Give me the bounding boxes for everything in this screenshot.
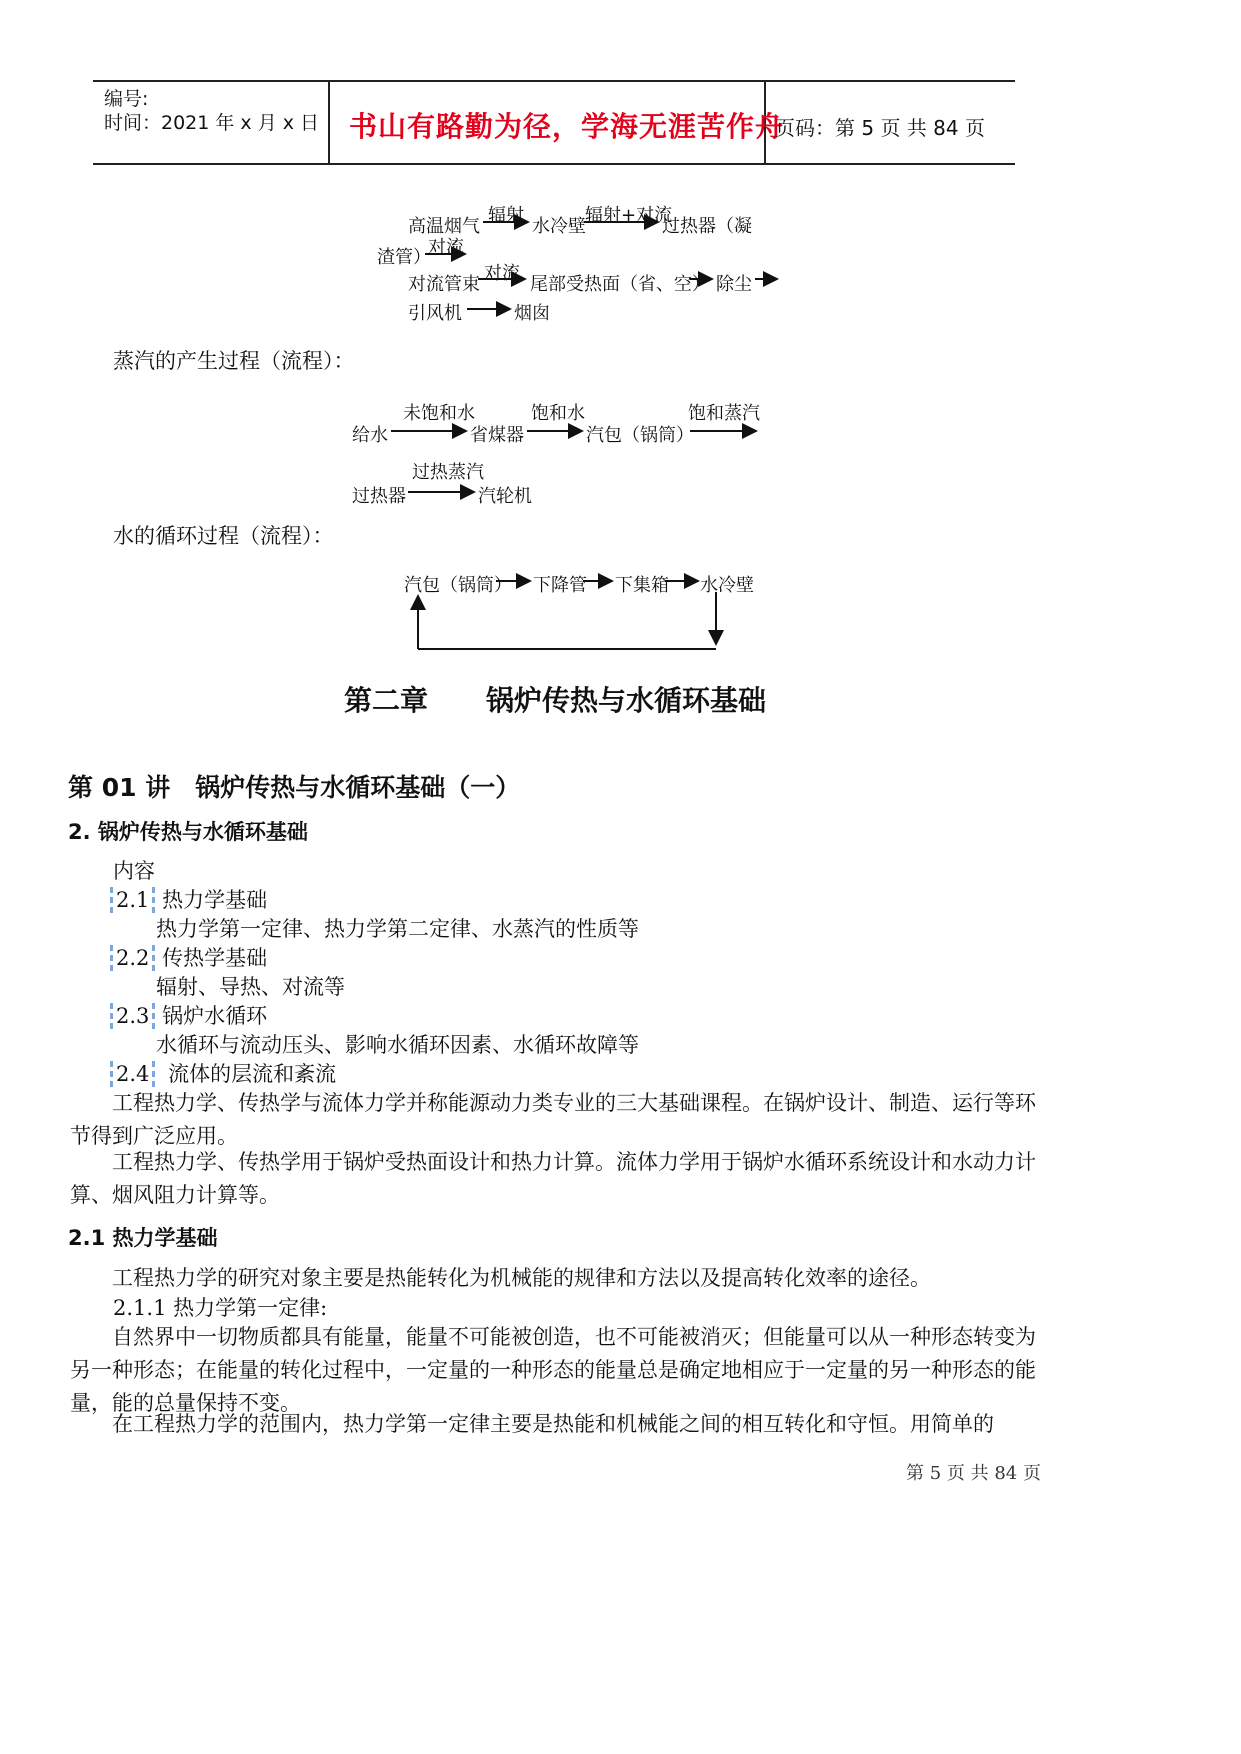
flue-label-convection-1: 对流 [428, 237, 464, 258]
subsection-2-1-1: 2.1.1 热力学第一定律: [113, 1296, 328, 1320]
steam-caption: 蒸汽的产生过程（流程）： [113, 349, 355, 373]
flue-node-convection-bank: 对流管束 [408, 274, 480, 295]
contents-item-number: 2.1 [110, 887, 155, 913]
water-node-lower-header: 下集箱 [615, 575, 669, 596]
contents-item-desc: 辐射、导热、对流等 [156, 975, 345, 999]
paragraph-research-object: 工程热力学的研究对象主要是热能转化为机械能的规律和方法以及提高转化效率的途径。 [112, 1266, 931, 1290]
steam-node-turbine: 汽轮机 [478, 486, 532, 507]
flue-label-convection-2: 对流 [484, 263, 520, 284]
steam-label-superheated-steam: 过热蒸汽 [412, 462, 484, 483]
flue-node-slag-tube: 渣管） [377, 247, 431, 268]
flue-node-water-wall: 水冷壁 [532, 216, 586, 237]
contents-item-number: 2.4 [110, 1061, 155, 1087]
flue-label-radiation-convection: 辐射+对流 [585, 205, 673, 226]
steam-node-feedwater: 给水 [352, 425, 388, 446]
chapter-number: 第二章 [344, 684, 429, 717]
flue-node-superheater: 过热器（凝 [662, 216, 752, 237]
water-node-downcomer: 下降管 [533, 575, 587, 596]
flue-node-high-temp-gas: 高温烟气 [408, 216, 480, 237]
steam-node-superheater: 过热器 [352, 486, 406, 507]
steam-label-saturated-water: 饱和水 [531, 403, 585, 424]
paragraph-three-courses: 工程热力学、传热学与流体力学并称能源动力类专业的三大基础课程。在锅炉设计、制造、运行等环节得到广泛应用。 [70, 1091, 1036, 1148]
contents-item-title: 热力学基础 [162, 888, 268, 912]
contents-item-title: 传热学基础 [162, 946, 268, 970]
chapter-title: 锅炉传热与水循环基础 [486, 684, 767, 717]
section-2-title: 2. 锅炉传热与水循环基础 [68, 820, 308, 844]
contents-item-title: 流体的层流和紊流 [168, 1062, 337, 1086]
contents-item-desc: 水循环与流动压头、影响水循环因素、水循环故障等 [156, 1033, 639, 1057]
contents-item-desc: 热力学第一定律、热力学第二定律、水蒸汽的性质等 [156, 917, 639, 941]
contents-label: 内容 [113, 859, 155, 883]
paragraph-applications: 工程热力学、传热学用于锅炉受热面设计和热力计算。流体力学用于锅炉水循环系统设计和水动力计算、烟风阻力计算等。 [70, 1150, 1036, 1207]
footer-page-number: 第 5 页 共 84 页 [906, 1463, 1041, 1484]
flue-node-dust-removal: 除尘 [716, 274, 752, 295]
steam-label-saturated-steam: 饱和蒸汽 [688, 403, 760, 424]
flue-node-induced-fan: 引风机 [408, 303, 462, 324]
flue-label-radiation: 辐射 [488, 205, 524, 226]
contents-item-title: 锅炉水循环 [162, 1004, 268, 1028]
contents-item-number: 2.2 [110, 945, 155, 971]
steam-node-economizer: 省煤器 [470, 425, 524, 446]
water-node-drum: 汽包（锅筒） [404, 575, 512, 596]
paragraph-first-law: 在工程热力学的范围内，热力学第一定律主要是热能和机械能之间的相互转化和守恒。用简单的 [112, 1412, 994, 1436]
steam-label-subcooled-water: 未饱和水 [403, 403, 475, 424]
contents-item-number: 2.3 [110, 1003, 155, 1029]
header-page-label: 页码：第 5 页 共 84 页 [775, 116, 985, 140]
header-motto: 书山有路勤为径，学海无涯苦作舟 [349, 110, 785, 143]
lecture-title: 第 01 讲 锅炉传热与水循环基础（一） [68, 773, 521, 802]
header-time-label: 时间：2021 年 x 月 x 日 [104, 112, 320, 134]
header-number-label: 编号: [104, 88, 149, 110]
section-2-1-title: 2.1 热力学基础 [68, 1226, 218, 1250]
water-caption: 水的循环过程（流程）： [113, 524, 334, 548]
flue-node-chimney: 烟囱 [514, 303, 550, 324]
water-node-water-wall: 水冷壁 [700, 575, 754, 596]
paragraph-energy-conservation: 自然界中一切物质都具有能量，能量不可能被创造，也不可能被消灭；但能量可以从一种形态转变为另一种形态；在能量的转化过程中，一定量的一种形态的能量总是确定地相应于一定量的另一种形态的能量，能的总量保持不变。 [70, 1325, 1036, 1415]
steam-node-drum: 汽包（锅筒） [586, 425, 694, 446]
flue-node-tail-surface: 尾部受热面（省、空） [530, 274, 710, 295]
